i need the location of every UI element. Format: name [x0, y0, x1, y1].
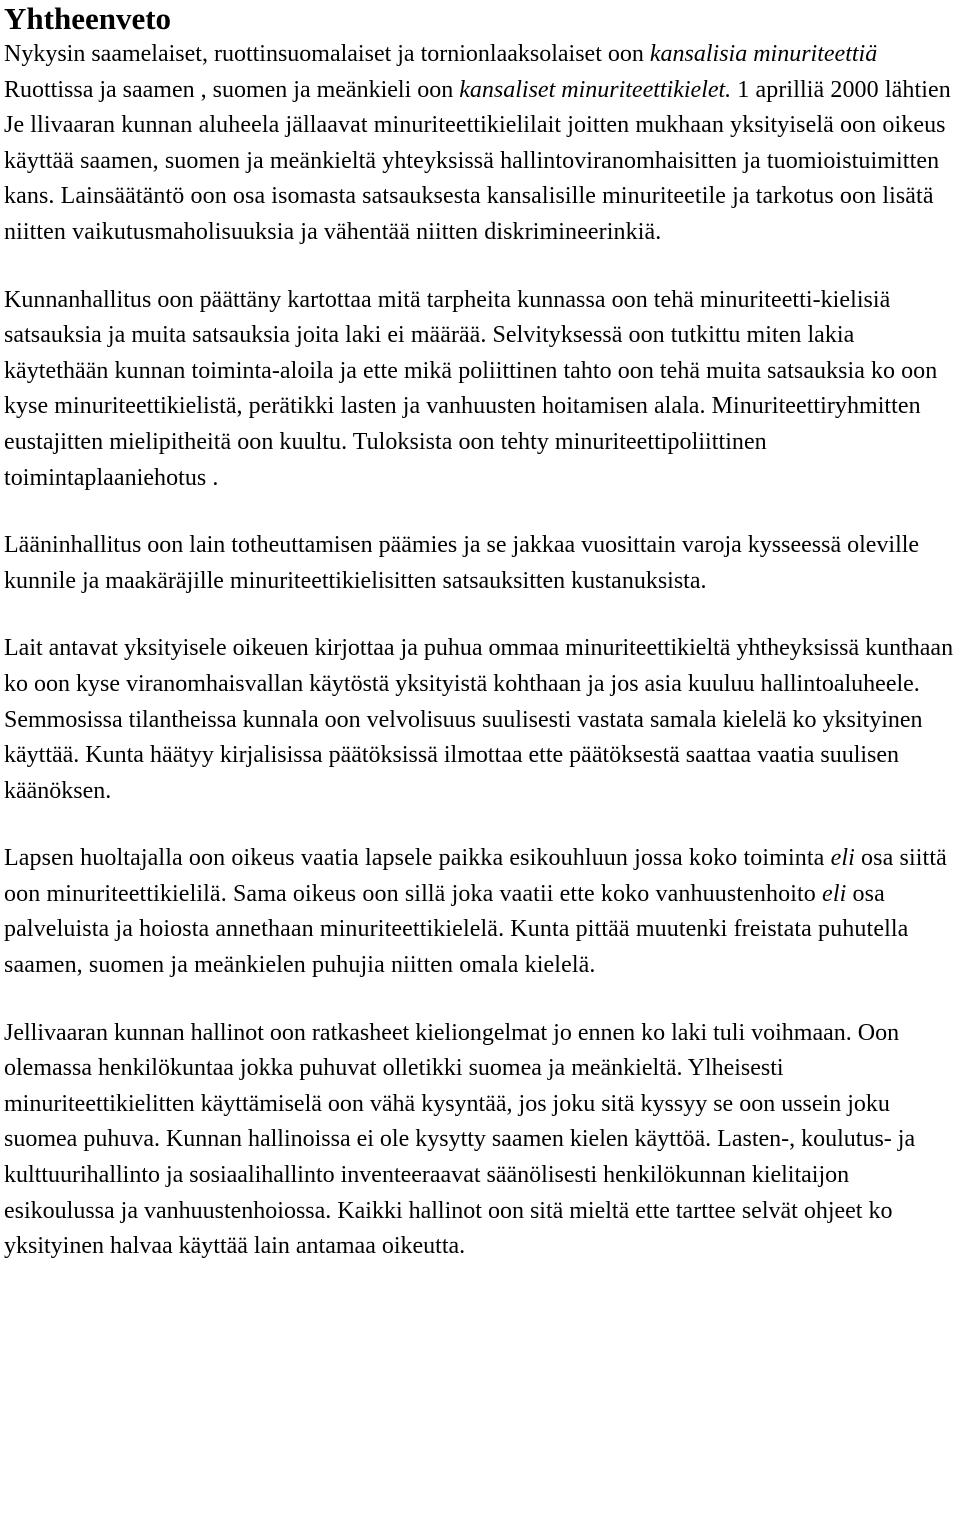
paragraph-intro-text-2: Ruottissa ja saamen , suomen ja meänkieli oon	[4, 76, 460, 103]
paragraph-gap	[4, 984, 956, 1016]
paragraph-gap	[4, 496, 956, 528]
italic-phrase-minority-languages: kansaliset minuriteettikielet.	[459, 76, 732, 103]
paragraph-childcare-eldercare	[4, 841, 956, 983]
paragraph-childcare-text-3: osa palveluista ja hoiosta annethaan minuriteettikielelä. Kunta pittää muutenki freistata puhutella saamen, suomen ja meänkielen puhujia niitten omala kielelä.	[4, 880, 909, 979]
paragraph-childcare-text-2: osa siittä oon minuriteettikielilä. Sama oikeus oon sillä joka vaatii ette koko vanhuustenhoito	[4, 845, 947, 907]
paragraph-gap	[4, 599, 956, 631]
paragraph-municipal-survey: Kunnanhallitus oon päättäny kartottaa mitä tarpheita kunnassa oon tehä minuriteetti-kielisiä satsauksia ja muita satsauksia joita laki ei määrää. Selvityksessä oon tutkittu miten lakia käytethään kunnan toiminta-aloila ja ette mikä poliittinen tahto oon tehä muita satsauksia ko oon kyse minuriteettikielistä, perätikki lasten ja vanhuusten hoitamisen alala. Minuriteettiryhmitten eustajitten mielipitheitä oon kuultu. Tuloksista oon tehty minuriteettipoliittinen toimintaplaaniehotus .	[4, 286, 938, 491]
paragraph-county-board: Lääninhallitus oon lain totheuttamisen päämies ja se jakkaa vuosittain varoja kysseessä oleville kunnile ja maakäräjille minuriteettikielisitten satsauksitten kustanuksista.	[4, 532, 920, 594]
paragraph-gap	[4, 251, 956, 283]
document-page	[4, 0, 956, 1265]
paragraph-intro	[4, 37, 956, 251]
paragraph-intro-text-3: 1 aprilliä 2000 lähtien Je llivaaran kunnan aluheela jällaavat minuriteettikielilait joitten mukhaan yksityiselä oon oikeus käyttää saamen, suomen ja meänkieltä yhteyksissä hallintoviranomhaisitten ja tuomioistuimitten kans. Lainsäätäntö oon osa isomasta satsauksesta kansalisille minuriteetile ja tarkotus oon lisätä niitten vaikutusmaholisuuksia ja vähentää niitten diskrimineerinkiä.	[4, 76, 951, 245]
paragraph-childcare-text: Lapsen huoltajalla oon oikeus vaatia lapsele paikka esikouhluun jossa koko toiminta	[4, 845, 831, 872]
italic-word-eli-2: eli	[822, 880, 847, 907]
paragraph-gap	[4, 809, 956, 841]
paragraph-intro-text: Nykysin saamelaiset, ruottinsuomalaiset ja tornionlaaksolaiset oon	[4, 41, 650, 67]
italic-phrase-minorities: kansalisia minuriteettiä	[649, 41, 878, 67]
document-title: Yhtheenveto	[4, 1, 172, 36]
paragraph-individual-rights: Lait antavat yksityisele oikeuen kirjottaa ja puhua ommaa minuriteettikieltä yhtheyksissä kunthaan ko oon kyse viranomhaisvallan käytöstä yksityistä kohthaan ja jos asia kuuluu hallintoaluheele. Semmosissa tilantheissa kunnala oon velvolisuus suulisesti vastata samala kielelä ko yksityinen käyttää. Kunta häätyy kirjalisissa päätöksissä ilmottaa ette päätöksestä saattaa vaatia suulisen käänöksen.	[4, 635, 954, 804]
italic-word-eli: eli	[830, 845, 855, 872]
paragraph-gallivare-administration: Jellivaaran kunnan hallinot oon ratkasheet kieliongelmat jo ennen ko laki tuli voihmaan. Oon olemassa henkilökuntaa jokka puhuvat olletikki suomea ja meänkieltä. Ylheisesti minuriteettikielitten käyttämiselä oon vähä kysyntää, jos joku sitä kyssyy se oon ussein joku suomea puhuva. Kunnan hallinoissa ei ole kysytty saamen kielen käyttöä. Lasten-, koulutus- ja kulttuurihallinto ja sosiaalihallinto inventeeraavat säänölisesti henkilökunnan kielitaijon esikoulussa ja vanhuustenhoiossa. Kaikki hallinot oon sitä mieltä ette tarttee selvät ohjeet ko yksityinen halvaa käyttää lain antamaa oikeutta.	[4, 1019, 916, 1260]
